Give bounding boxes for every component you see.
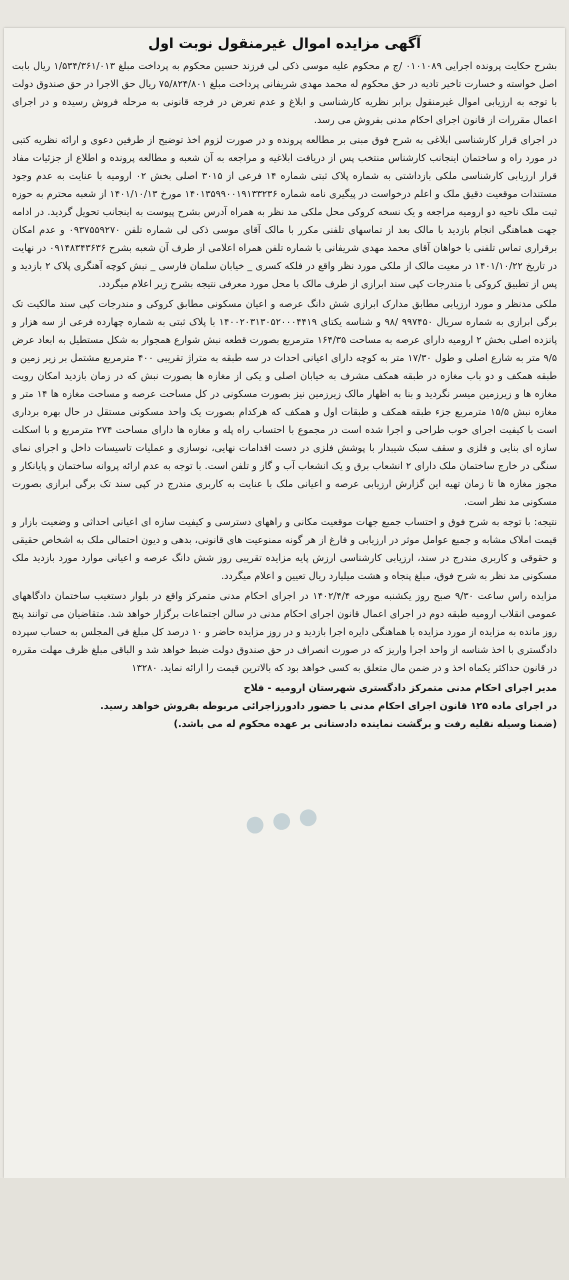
paragraph-auction-details: مزایده راس ساعت ۹/۳۰ صبح روز یکشنبه مورخه ۱۴۰۲/۴/۴ در اجرای احکام مدنی متمرکز واقع در بلوار دستغیب ساختمان دادگاههای عمومی انقلاب ارومیه طبقه دوم در اجرای اعمال قانون اجرای احکام مدنی در سالن اجتماعات برگزار خواهد شد. متقاضیان می توانند پنج روز مانده به مزایده از مورد مزایده با هماهنگی دایره اجرا بازدید و در روز مزایده حاضر و ۱۰ درصد کل مبلغ فی المجلس به حساب سپرده دادگستری با اخذ شناسه از واحد اجرا واریز که در صورت انصراف در حق صندوق دولت ضبط خواهد شد و الباقی مبلغ ظرف مهلت مقرره در قانون حداکثر یکماه اخذ و در ضمن مال متعلق به کسی خواهد بود که بالاترین قیمت را ارائه نماید. ۱۳۲۸۰ bbox=[12, 591, 558, 674]
footer-transport-note: (ضمنا وسیله نقلیه رفت و برگشت نماینده دادستانی بر عهده محکوم له می باشد.) bbox=[173, 719, 557, 730]
paragraph-conclusion: نتیجه: با توجه به شرح فوق و احتساب جمیع جهات موقعیت مکانی و راههای دسترسی و کیفیت سازه ای اعیانی احداثی و وضعیت بازار و قیمت املاک مشابه و جمیع عوامل موثر در ارزیابی و فارغ از هر گونه ممنوعیت های قانونی، بدهی و دیون احتمالی ملک به اشخاص حقیقی و حقوقی و کاربری مندرج در سند، ارزیابی کارشناسی ارزش پایه مزایده تقریبی روز شش دانگ عرصه و اعیانی موارد مورد بازدید ملک مسکونی مد نظر به شرح فوق، مبلغ پنجاه و هشت میلیارد ریال تعیین و اعلام میگردد. bbox=[12, 517, 557, 582]
paragraph-expert-procedure: در اجرای قرار کارشناسی ابلاغی به شرح فوق مبنی بر مطالعه پرونده و در صورت لزوم اخذ توضیح از طرفین دعوی و ارائه نظریه کتبی در مورد راه و ساختمان اینجانب کارشناس منتخب پس از دریافت ابلاغیه و مراجعه به آن شعبه و مطالعه پرونده و اطلاع از جزئیات مفاد قرار ارزیابی کارشناسی ملکی بازداشتی به شماره پلاک ثبتی شماره ۱۴ فرعی از ۳۰۱۵ اصلی بخش ۰۲ ارومیه با عنایت به عدم وجود مستندات موقعیت دقیق ملک و اعلم درخواست در پیگیری نامه شماره ۱۴۰۱۳۵۹۹۰۰۱۹۱۳۳۲۳۶ مورخ ۱۴۰۱/۱۰/۱۳ از شعبه محترم به حوزه ثبت ملک ناحیه دو ارومیه مراجعه و یک نسخه کروکی محل ملکی مد نظر به همراه آدرس بشرح پیوست به اینجانب تحویل گردید. در ادامه جهت هماهنگی انجام بازدید با مالک بعد از تماسهای تلفنی مکرر با مالک آقای موسی ذکی لی شماره تلفن ۰۹۳۷۵۵۹۲۷۰ و عدم امکان برقراری تماس تلفنی با خواهان آقای محمد مهدی شریفانی با شماره تلفن همراه اعلامی از طرف آن شعبه بشرح ۰۹۱۴۸۳۴۳۶۳۶ در نهایت در تاریخ ۱۴۰۱/۱۰/۲۲ در معیت مالک از ملکی مورد نظر واقع در فلکه کسری _ خیابان سلمان فارسی _ نبش کوچه آهنگری پلاک ۲ بازدید و پس از تطبیق کروکی با مندرجات کپی سند ابرازی از طرف مالک با محل مورد معرفی نتیجه بشرح زیر اعلام میگردد. bbox=[12, 135, 558, 290]
notice-body bbox=[12, 58, 557, 734]
notice-paper bbox=[4, 28, 565, 1178]
notice-title: آگهی مزایده اموال غیرمنقول نوبت اول bbox=[148, 36, 421, 52]
watermark-logo: ● ● ● bbox=[243, 803, 320, 839]
paragraph-property-description: ملکی مدنظر و مورد ارزیابی مطابق مدارک ابرازی شش دانگ عرصه و اعیان مسکونی مطابق کروکی و مندرجات کپی سند مالکیت تک برگی ابرازی به شماره سریال ۹۹۷۴۵۰ /۹۸ و شناسه یکتای ۱۴۰۰۲۰۳۱۳۰۵۲۰۰۰۴۴۱۹ با پلاک ثبتی به شماره چهارده فرعی از سه هزار و پانزده اصلی بخش ۲ ارومیه دارای عرصه به مساحت ۱۶۴/۳۵ مترمربع بصورت قطعه نبش شوارع همجوار به شکل مستطیل به ابعاد عرض ۹/۵ متر به شارع اصلی و طول ۱۷/۳۰ متر به کوچه دارای اعیانی احداث در سه طبقه به متراژ تقریبی ۴۰۰ مترمربع مشتمل بر زیر زمین و طبقه همکف و دو باب مغازه در طبقه همکف مشرف به خیابان اصلی و یکی از مغازه ها بصورت نبش که در زمان بازدید امکان رویت مغازه ها و زیرزمین میسر نگردید و بنا به اظهار مالک زیرزمین نیز بصورت مسکونی در کل مساحت عرصه و مساحت مغازه ها ۱۴ متر و مغازه نبش ۱۵/۵ مترمربع جزء طبقه همکف و طبقات اول و همکف که هرکدام بصورت یک واحد مسکونی مستقل در حال بهره برداری است با کیفیت اجرای خوب طراحی و اجرا شده است در مجموع با احتساب راه پله و مغازه ها دارای مساحت ۲۷۴ مترمربع و با اسکلت سازه ای بنایی و فلزی و سقف سبک شیبدار با پوشش فلزی در دست اقدامات نهایی، نوسازی و عملیات تاسیسات داخل و اجرای نمای سنگی در خارج ساختمان ملک دارای ۲ انشعاب برق و یک انشعاب آب و گاز و تلفن است. با توجه به عدم ارائه پروانه ساختمان و پایانکار و مجوز مغازه ها تا زمان تهیه این گزارش ارزیابی عرصه و اعیانی ملک با عنایت به کاربری مندرج در کپی سند تک برگی ابرازی بصورت مسکونی مد نظر است. bbox=[12, 299, 558, 508]
footer-signature: مدیر اجرای احکام مدنی متمرکز دادگستری شهرستان ارومیه - فلاح bbox=[243, 683, 557, 694]
paragraph-case-summary: بشرح حکایت پرونده اجرایی ۰۱۰۱۰۸۹ /ج م محکوم علیه موسی ذکی لی فرزند حسین محکوم به پرداخت مبلغ ۱/۵۳۴/۳۶۱/۰۱۳ ریال بابت اصل خواسته و خسارت تاخیر تادیه در حق محکوم له محمد مهدی شریفانی پرداخت مبلغ ۷۵/۸۲۴/۸۰۱ ریال حق الاجرا در حق صندوق دولت با توجه به ارزیابی اموال غیرمنقول برابر نظریه کارشناسی و ابلاغ و عدم تعرض در فرجه قانونی به مرحله فروش رسیده و در اجرای اعمال مقررات از قانون اجرای احکام مدنی بفروش می رسد. bbox=[12, 61, 557, 126]
background-bottom bbox=[0, 1178, 569, 1280]
footer-article-note: در اجرای ماده ۱۲۵ قانون اجرای احکام مدنی با حضور دادورزاجرائی مربوطه بفروش خواهد رسید. bbox=[100, 701, 557, 712]
